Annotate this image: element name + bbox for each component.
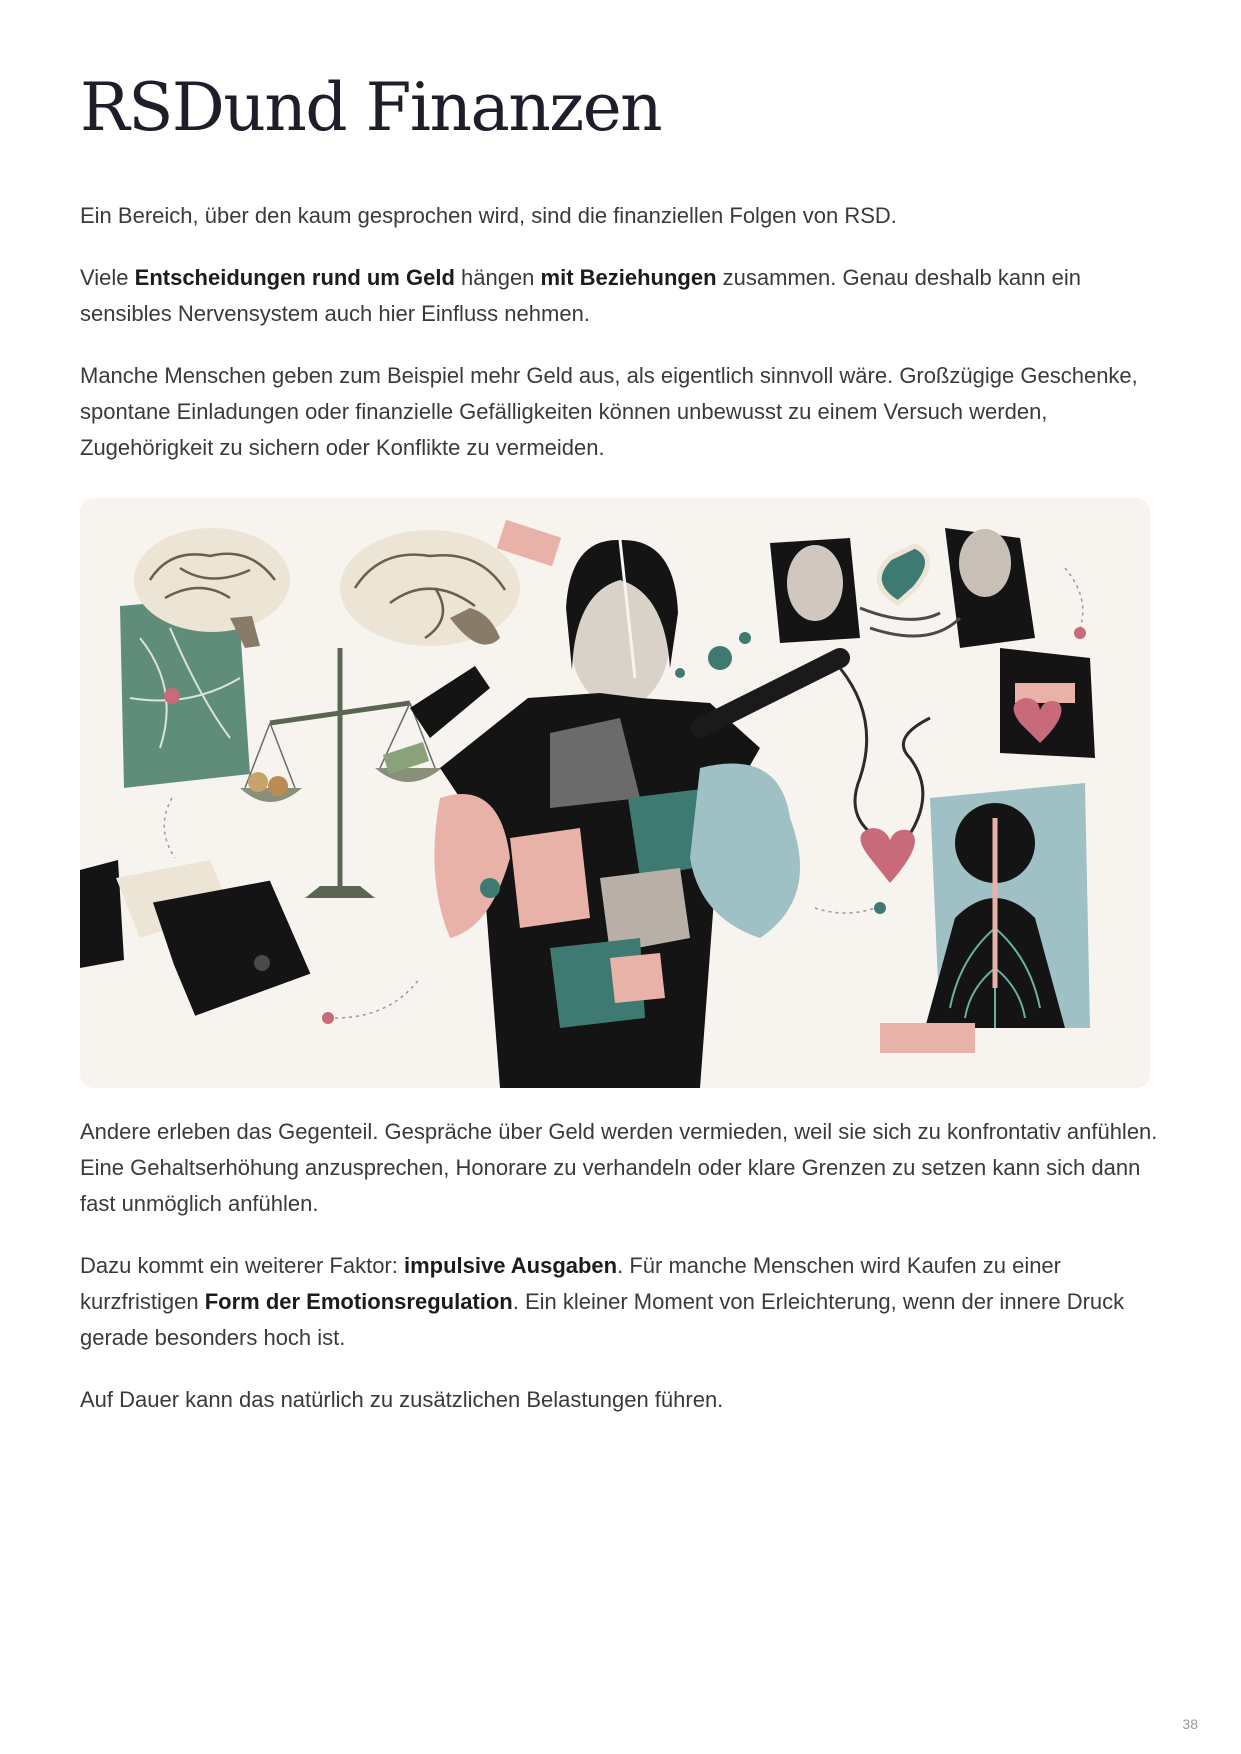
collage-illustration	[80, 498, 1150, 1088]
text-run: Andere erleben das Gegenteil. Gespräche über Geld werden vermieden, weil sie sich zu konfrontativ anfühlen. Eine Gehaltserhöhung anzusprechen, Honorare zu verhandeln oder klare Grenzen zu setzen kann sich dann fast unmöglich anfühlen.	[80, 1119, 1158, 1216]
text-run: hängen	[454, 265, 541, 290]
text-run: Manche Menschen geben zum Beispiel mehr Geld aus, als eigentlich sinnvoll wäre. Großzügige Geschenke, spontane Einladungen oder finanzielle Gefälligkeiten können unbewusst zu einem Versuch werden, Zugehörigkeit zu sichern oder Konflikte zu vermeiden.	[80, 363, 1138, 460]
text-run: zusammen. Genau deshalb kann ein sensibles Nervensystem auch hier Einfluss nehmen.	[80, 265, 1081, 326]
page-number: 38	[1182, 1716, 1198, 1732]
paragraph-intro	[80, 198, 1170, 234]
paragraph-spending	[80, 358, 1170, 466]
text-run: Ein Bereich, über den kaum gesprochen wird, sind die finanziellen Folgen von RSD.	[80, 203, 897, 228]
paragraph-impulsive	[80, 1248, 1170, 1356]
collage-svg	[80, 498, 1150, 1088]
bold-phrase: Form der Emotionsregulation	[204, 1289, 513, 1314]
paragraph-relationships	[80, 260, 1170, 332]
text-run: Viele	[80, 265, 135, 290]
page-title: RSDund Finanzen	[80, 69, 662, 146]
bold-phrase: mit Beziehungen	[540, 265, 717, 290]
paragraph-consequences	[80, 1382, 1170, 1418]
text-run: Dazu kommt ein weiterer Faktor:	[80, 1253, 404, 1278]
text-run: Auf Dauer kann das natürlich zu zusätzlichen Belastungen führen.	[80, 1387, 724, 1412]
text-run: . Ein kleiner Moment von Erleichterung, wenn der innere Druck gerade besonders hoch ist.	[80, 1289, 1125, 1350]
paragraph-avoidance	[80, 1114, 1170, 1222]
bold-phrase: impulsive Ausgaben	[403, 1253, 618, 1278]
text-run: . Für manche Menschen wird Kaufen zu einer kurzfristigen	[80, 1253, 1061, 1314]
brain-left-icon	[134, 528, 290, 632]
bold-phrase: Entscheidungen rund um Geld	[134, 265, 455, 290]
